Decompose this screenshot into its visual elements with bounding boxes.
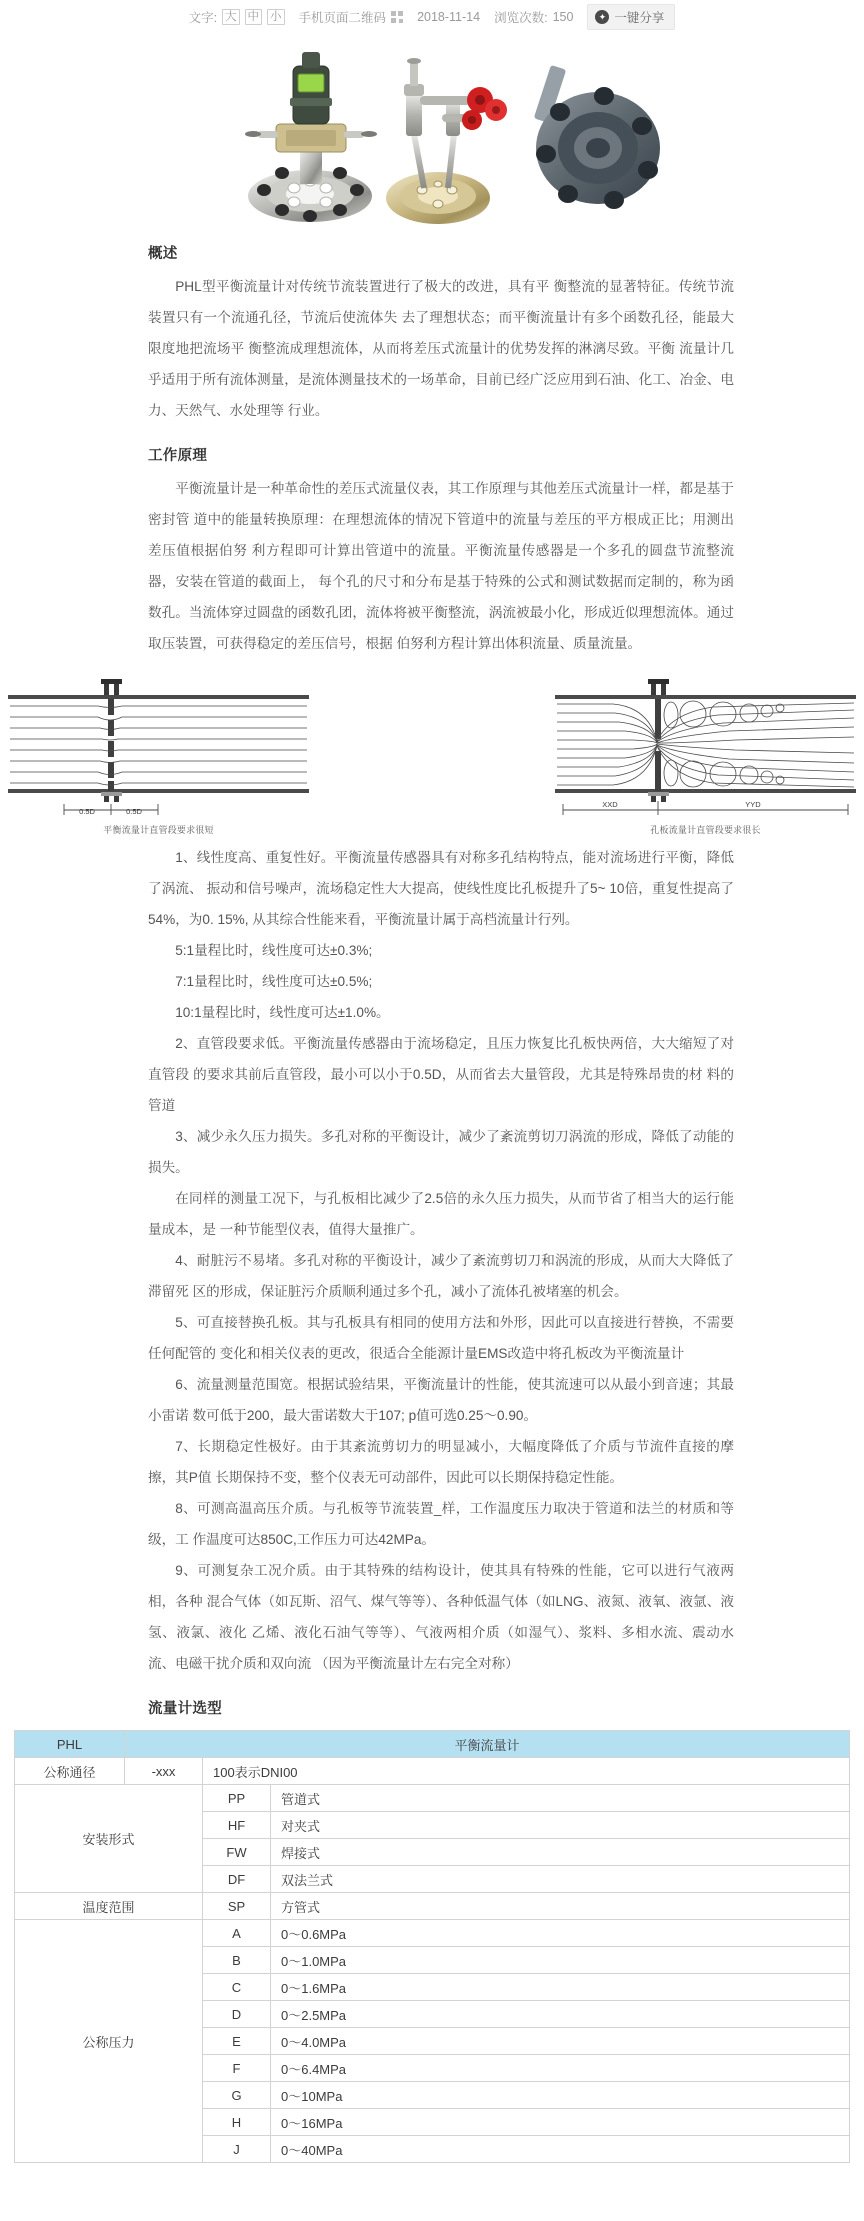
table-cell-value-hf: 对夹式: [271, 1812, 850, 1839]
table-cell-value-pressure-h: 0～16MPa: [271, 2109, 850, 2136]
table-cell-code-pressure-h: H: [203, 2109, 271, 2136]
table-cell-code-hf: HF: [203, 1812, 271, 1839]
table-cell-label-temperature: 温度范围: [15, 1893, 203, 1920]
principle-paragraph: 平衡流量计是一种革命性的差压式流量仪表，其工作原理与其他差压式流量计一样，都是基于密封管 道中的能量转换原理：在理想流体的情况下管道中的流量与差压的平方根成正比；用测出差压值根据伯努 利方程即可计算出管道中的流量。平衡流量传感器是一个多孔的圆盘节流整流器，安装在管道的截面上， 每个孔的尺寸和分布是基于特殊的公式和测试数据而定制的，称为函数孔。当流体穿过圆盘的函数孔团，流体将被平衡整流，涡流被最小化，形成近似理想流体。通过取压装置，可获得稳定的差压信号，根据 伯努利方程计算出体积流量、质量流量。: [148, 481, 734, 651]
table-row-install-pp: [15, 1785, 850, 1812]
table-row-temperature: [15, 1893, 850, 1920]
feature-item-1: 1、线性度高、重复性好。平衡流量传感器具有对称多孔结构特点，能对流场进行平衡，降低了涡流、 振动和信号噪声，流场稳定性大大提高，使线性度比孔板提升了5~ 10倍，重复性提高了54%，为0. 15%, 从其综合性能来看，平衡流量计属于高档流量计行列。: [148, 850, 734, 927]
share-button[interactable]: [587, 4, 675, 30]
feature-item-1b: 7:1量程比时，线性度可达±0.5%;: [175, 974, 373, 989]
table-cell-code-pressure-j: J: [203, 2136, 271, 2163]
table-cell-value-df: 双法兰式: [271, 1866, 850, 1893]
feature-item-6: 6、流量测量范围宽。根据试验结果，平衡流量计的性能，使其流速可以从最小到音速；其最小雷诺 数可低于200，最大雷诺数大于107; p值可选0.25～0.90。: [148, 1377, 734, 1423]
font-size-medium-button[interactable]: 中: [245, 9, 263, 25]
spec-table-wrap: [0, 1726, 864, 2193]
table-cell-value-fw: 焊接式: [271, 1839, 850, 1866]
view-count-group: [494, 8, 573, 26]
table-cell-code-pressure-g: G: [203, 2082, 271, 2109]
table-cell-value-diameter: 100表示DNI00: [203, 1758, 850, 1785]
balance-flowmeter-straight-pipe-diagram: [6, 673, 311, 818]
share-button-label: 一键分享: [614, 11, 665, 25]
table-row-header: [15, 1731, 850, 1758]
font-size-label: 文字:: [188, 11, 218, 25]
qrcode-icon[interactable]: [391, 11, 403, 23]
font-size-large-button[interactable]: 大: [222, 9, 240, 25]
article-meta-bar: [0, 0, 864, 32]
table-cell-value-pressure-j: 0～40MPa: [271, 2136, 850, 2163]
table-cell-value-pp: 管道式: [271, 1785, 850, 1812]
feature-item-4: 4、耐脏污不易堵。多孔对称的平衡设计，减少了紊流剪切刀和涡流的形成，从而大大降低了滞留死 区的形成，保证脏污介质顺利通过多个孔，减小了流体孔被堵塞的机会。: [148, 1253, 734, 1299]
photo-item-transmitter: [245, 52, 377, 222]
feature-item-8: 8、可测高温高压介质。与孔板等节流装置_样，工作温度压力取决于管道和法兰的材质和等级，工 作温度可达850C,工作压力可达42MPa。: [148, 1501, 734, 1547]
table-cell-model-name: 平衡流量计: [125, 1731, 850, 1758]
table-cell-label-install: 安装形式: [15, 1785, 203, 1893]
table-cell-code-pressure-f: F: [203, 2055, 271, 2082]
table-cell-value-pressure-b: 0～1.0MPa: [271, 1947, 850, 1974]
overview-paragraph: PHL型平衡流量计对传统节流装置进行了极大的改进，具有平 衡整流的显著特征。传统节流装置只有一个流通孔径，节流后使流体失 去了理想状态；而平衡流量计有多个函数孔径，能最大限度地把流场平 衡整流成理想流体，从而将差压式流量计的优势发挥的淋漓尽致。平衡 流量计几乎适用于所有流体测量，是流体测量技术的一场革命，目前已经广泛应用到石油、化工、冶金、电力、天然气、水处理等 行业。: [148, 279, 734, 418]
table-cell-value-pressure-g: 0～10MPa: [271, 2082, 850, 2109]
feature-item-2: 2、直管段要求低。平衡流量传感器由于流场稳定，且压力恢复比孔板快两倍，大大缩短了对直管段 的要求其前后直管段，最小可以小于0.5D，从而省去大量管段，尤其是特殊昂贵的材 料的管道: [148, 1036, 734, 1113]
section-title-principle: 工作原理: [148, 448, 208, 464]
table-cell-value-pressure-c: 0～1.6MPa: [271, 1974, 850, 2001]
table-cell-value-pressure-e: 0～4.0MPa: [271, 2028, 850, 2055]
share-icon: ✦: [595, 10, 609, 24]
qrcode-label: 手机页面二维码: [298, 11, 387, 25]
feature-item-1a: 5:1量程比时，线性度可达±0.3%;: [175, 943, 373, 958]
figure-label-right-0: XXD: [602, 800, 618, 809]
table-cell-value-pressure-f: 0～6.4MPa: [271, 2055, 850, 2082]
feature-item-7: 7、长期稳定性极好。由于其紊流剪切力的明显减小，大幅度降低了介质与节流件直接的摩擦，其P值 长期保持不变，整个仪表无可动部件，因此可以长期保持稳定性能。: [148, 1439, 734, 1485]
feature-item-3: 3、减少永久压力损失。多孔对称的平衡设计，减少了紊流剪切刀涡流的形成，降低了动能的损失。: [148, 1129, 734, 1175]
table-cell-code-pressure-d: D: [203, 2001, 271, 2028]
table-cell-model-code: PHL: [15, 1731, 125, 1758]
table-cell-code-pressure-b: B: [203, 1947, 271, 1974]
publish-date: 2018-11-14: [417, 10, 481, 24]
photo-item-valve-assembly: [386, 58, 507, 224]
table-cell-code-pressure-c: C: [203, 1974, 271, 2001]
feature-item-1c: 10:1量程比时，线性度可达±1.0%。: [175, 1005, 390, 1020]
figure-orifice-flowmeter: [553, 673, 858, 836]
figure-label-left-0: 0.5D: [79, 807, 95, 816]
figure-balance-flowmeter: [6, 673, 311, 836]
figure-label-right-1: YYD: [745, 800, 761, 809]
figure-label-left-1: 0.5D: [126, 807, 142, 816]
feature-item-5: 5、可直接替换孔板。其与孔板具有相同的使用方法和外形，因此可以直接进行替换，不需要任何配管的 变化和相关仪表的更改，很适合全能源计量EMS改造中将孔板改为平衡流量计: [148, 1315, 734, 1361]
table-cell-code-fw: FW: [203, 1839, 271, 1866]
feature-item-9: 9、可测复杂工况介质。由于其特殊的结构设计，使其具有特殊的性能，它可以进行气液两相，各种 混合气体（如瓦斯、沼气、煤气等等）、各种低温气体（如LNG、液氮、液氧、液氩、液氢、液氯、液化 乙烯、液化石油气等等）、气液两相介质（如湿气）、浆料、多相水流、震动水流、电磁干扰介质和双向流 （因为平衡流量计左右完全对称）: [148, 1563, 734, 1671]
feature-item-3-cont: 在同样的测量工况下，与孔板相比减少了2.5倍的永久压力损失，从而节省了相当大的运行能量成本，是 一种节能型仪表，值得大量推广。: [148, 1191, 734, 1237]
view-count-value: 150: [552, 10, 574, 24]
orifice-flowmeter-straight-pipe-diagram: [553, 673, 858, 818]
table-cell-code-df: DF: [203, 1866, 271, 1893]
product-photo: [190, 38, 690, 224]
table-cell-code-diameter: -xxx: [125, 1758, 203, 1785]
figure-caption-balance: 平衡流量计直管段要求很短: [103, 825, 214, 835]
table-row-nominal-diameter: [15, 1758, 850, 1785]
red-valve-handles: [462, 87, 507, 130]
table-cell-label-diameter: 公称通径: [15, 1758, 125, 1785]
figure-row: [0, 673, 864, 836]
view-count-label: 浏览次数:: [494, 11, 548, 25]
feature-list: [0, 842, 864, 1718]
table-row-pressure-a: [15, 1920, 850, 1947]
font-size-small-button[interactable]: 小: [267, 9, 285, 25]
article-body: [0, 242, 864, 659]
flowmeter-selection-table: [14, 1730, 850, 2163]
table-cell-value-pressure-d: 0～2.5MPa: [271, 2001, 850, 2028]
table-cell-code-sp: SP: [203, 1893, 271, 1920]
product-photo-illustration: [190, 38, 690, 224]
figure-caption-orifice: 孔板流量计直管段要求很长: [650, 825, 761, 835]
font-size-controls: [189, 8, 285, 26]
table-cell-value-sp: 方管式: [271, 1893, 850, 1920]
table-cell-code-pp: PP: [203, 1785, 271, 1812]
table-cell-code-pressure-e: E: [203, 2028, 271, 2055]
section-title-selection: 流量计选型: [148, 1701, 222, 1717]
section-title-overview: 概述: [148, 246, 178, 262]
table-cell-code-pressure-a: A: [203, 1920, 271, 1947]
product-photo-band: [0, 34, 864, 224]
photo-item-flange-body: [534, 65, 660, 209]
table-cell-value-pressure-a: 0～0.6MPa: [271, 1920, 850, 1947]
qrcode-group[interactable]: [299, 8, 404, 26]
table-cell-label-pressure: 公称压力: [15, 1920, 203, 2163]
